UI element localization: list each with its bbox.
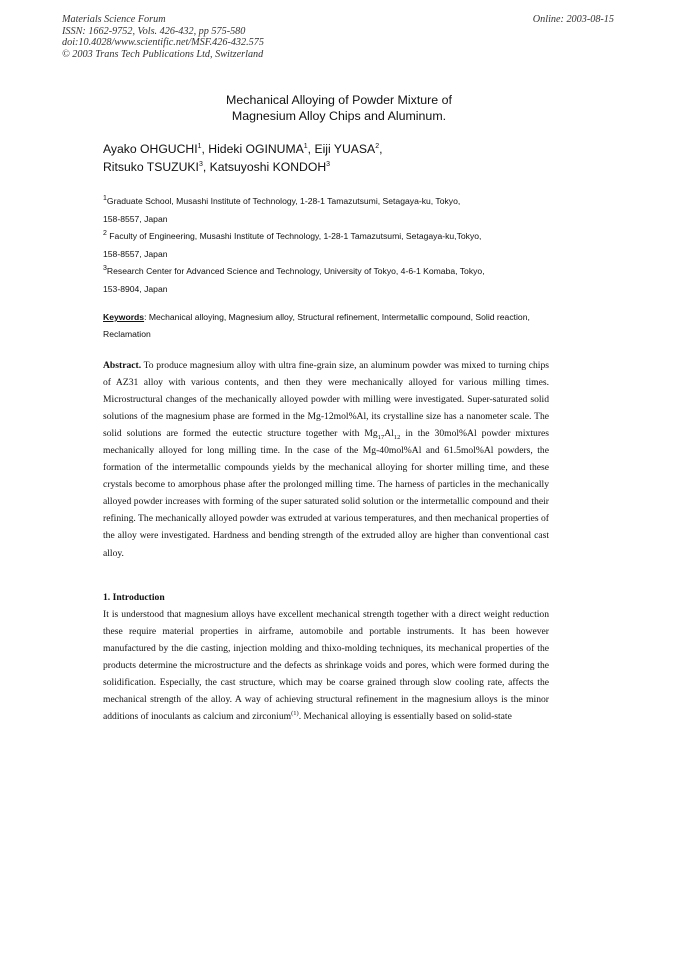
paper-title xyxy=(0,93,678,124)
affiliation-3-line-1 xyxy=(103,263,549,281)
author-affil-mark: 3 xyxy=(326,160,331,168)
intro-paragraph xyxy=(103,606,549,725)
intro-text-1: It is understood that magnesium alloys have excellent mechanical strength together with a direct weight reduction these require material properties in airframe, automobile and portable instruments. It has been however manufactured by the die casting, injection molding and thixo-molding techniques, its mechanical properties of the products determine the microstructure and the defects as shrinkage voids and pores, which were formed during the solidification. Especially, the cast structure, which may be coarse grained through slow cooling rate, affects the mechanical strength of the alloy. A way of achieving structural refinement in the magnesium alloys is the minor additions of inoculants as calcium and zirconium xyxy=(103,609,549,723)
keywords-label: Keywords xyxy=(103,312,145,322)
doi-line: doi:10.4028/www.scientific.net/MSF.426-432.575 xyxy=(62,37,264,49)
keywords-block xyxy=(103,309,549,344)
abstract-label: Abstract. xyxy=(103,360,142,371)
affiliations xyxy=(103,193,549,299)
author-list xyxy=(103,141,383,176)
intro-text-2: . Mechanical alloying is essentially based on solid-state xyxy=(298,711,512,723)
author-affil-mark: 3 xyxy=(198,160,203,168)
affil-mark: 1 xyxy=(103,195,107,203)
author-name: Ayako OHGUCHI xyxy=(103,142,198,156)
author-affil-mark: 1 xyxy=(197,142,202,150)
introduction-section xyxy=(103,589,549,725)
subscript: 17 xyxy=(377,434,385,442)
affiliation-1-line-1 xyxy=(103,193,549,211)
section-heading: 1. Introduction xyxy=(103,592,165,603)
title-line-2: Magnesium Alloy Chips and Aluminum. xyxy=(231,108,447,123)
affil-text: Graduate School, Musashi Institute of Technology, 1-28-1 Tamazutsumi, Setagaya-ku, Tokyo, xyxy=(106,196,461,206)
affil-mark: 2 xyxy=(103,230,107,238)
abstract-text-3: in the 30mol%Al powder mixtures mechanically alloyed for long milling time. In the case of the Mg-40mol%Al and 61.5mol%Al powders, the formation of the intermetallic compounds yields by the mechanical alloying for shorter milling time, and these crystals become to amorphous phase after the prolonged milling time. The harness of particles in the mechanically alloyed powder increases with forming of the super saturated solid solution or the intermetallic compound and their refining. The mechanically alloyed powder was extruded at various temperatures, and then mechanical properties of the alloy were investigated. Hardness and bending strength of the extruded alloy are higher than conventional cast alloy. xyxy=(103,428,549,559)
author-name: Hideki OGINUMA xyxy=(208,142,304,156)
keywords-text: : Mechanical alloying, Magnesium alloy, Structural refinement, Intermetallic compound, Solid reaction, Reclamation xyxy=(103,312,530,340)
affiliation-2-line-2: 158-8557, Japan xyxy=(103,248,168,259)
abstract-block xyxy=(103,357,549,562)
abstract-text-1: To produce magnesium alloy with ultra fine-grain size, an aluminum powder was mixed to turning chips of AZ31 alloy with various contents, and then they were mechanically alloyed for various milling times. Microstructural changes of the mechanically alloyed powder with milling were investigated. Super-saturated solid solutions of the magnesium phase are formed in the Mg-12mol%Al, its crystalline size has a nanometer scale. The solid solutions are formed the eutectic structure together with Mg xyxy=(103,360,549,440)
journal-name: Materials Science Forum xyxy=(62,14,166,25)
author-affil-mark: 1 xyxy=(303,142,308,150)
issn-line: ISSN: 1662-9752, Vols. 426-432, pp 575-580 xyxy=(62,25,246,37)
author-name: Katsuyoshi KONDOH xyxy=(209,159,327,174)
affiliation-1-line-2: 158-8557, Japan xyxy=(103,213,168,224)
author-line-2: Ritsuko TSUZUKI$^3$, Katsuyoshi KONDOH$^3$ xyxy=(103,159,331,174)
affil-text: Research Center for Advanced Science and Technology, University of Tokyo, 4-6-1 Komaba, Tokyo, xyxy=(106,266,485,277)
affil-text: Faculty of Engineering, Musashi Institute of Technology, 1-28-1 Tamazutsumi, Setagaya-ku,Tokyo, xyxy=(109,231,482,242)
journal-header xyxy=(62,14,264,60)
title-line-1: Mechanical Alloying of Powder Mixture of xyxy=(226,93,452,107)
affiliation-3-line-2: 153-8904, Japan xyxy=(103,283,168,294)
author-name: Eiji YUASA xyxy=(314,142,376,156)
citation-ref: (1) xyxy=(291,710,299,718)
abstract-paragraph xyxy=(103,357,549,562)
subscript: 12 xyxy=(393,434,401,442)
affil-mark: 3 xyxy=(103,265,107,273)
author-name: Ritsuko TSUZUKI xyxy=(103,159,199,174)
author-affil-mark: 2 xyxy=(375,142,380,150)
affiliation-2-line-1 xyxy=(103,228,549,246)
copyright-line: © 2003 Trans Tech Publications Ltd, Switzerland xyxy=(62,48,264,60)
online-date: Online: 2003-08-15 xyxy=(532,14,614,25)
abstract-text-2: Al xyxy=(384,428,394,440)
author-line-1: Ayako OHGUCHI$^1$, Hideki OGINUMA$^1$, Eiji YUASA$^2$, xyxy=(103,142,383,156)
